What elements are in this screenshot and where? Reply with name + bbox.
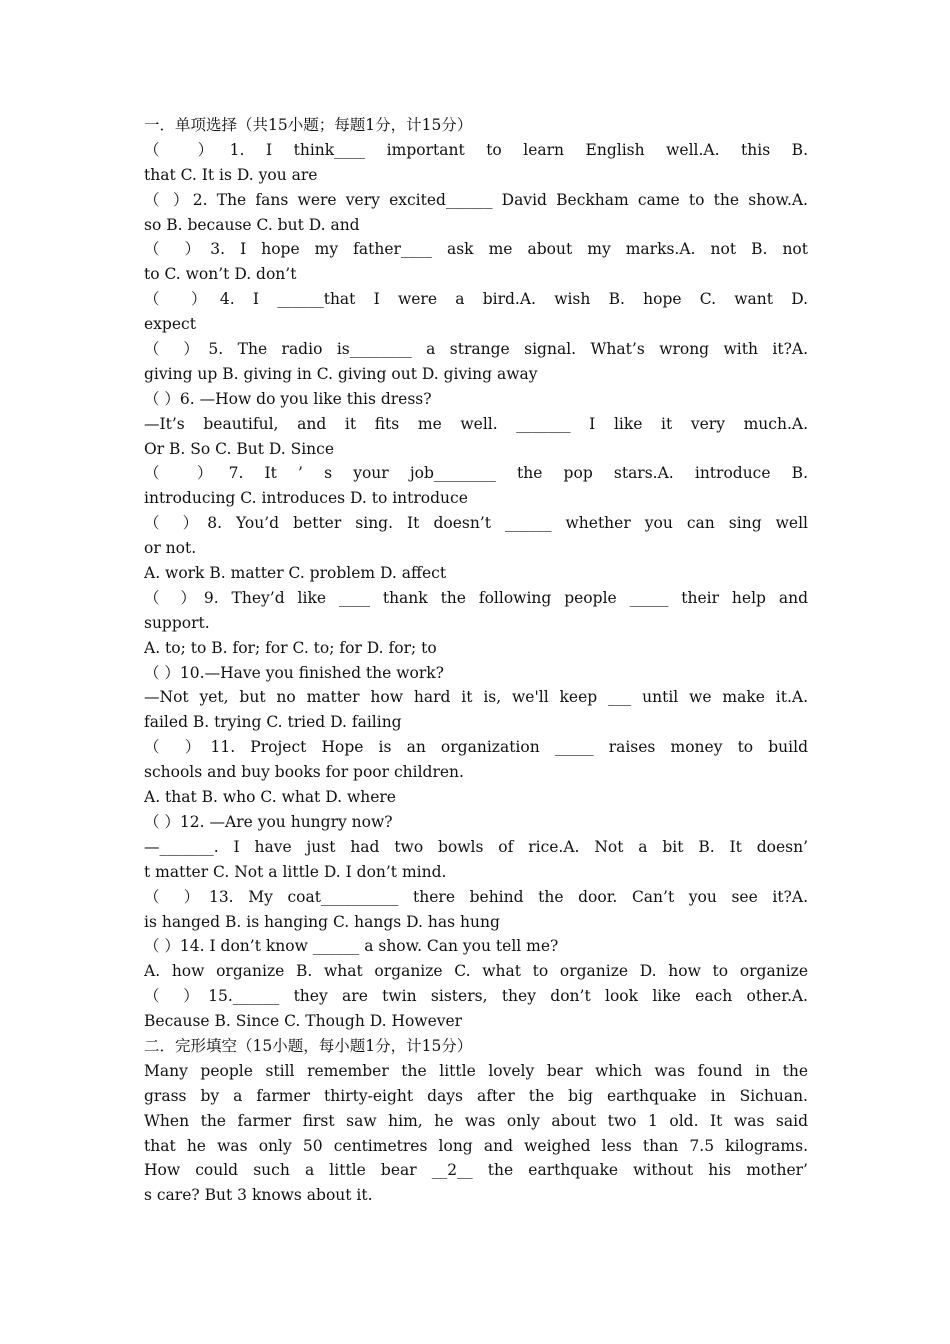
passage-line-1: Many people still remember the little lovely bear which was found in the — [144, 1061, 808, 1080]
question-11-line-2: schools and buy books for poor children. — [144, 763, 464, 782]
passage-line-3: When the farmer first saw him, he was only about two 1 old. It was said — [144, 1111, 808, 1130]
question-12-line-2: —_______. I have just had two bowls of rice.A. Not a bit B. It doesn’ — [144, 837, 808, 856]
question-14-line-1: （ ）14. I don’t know ______ a show. Can you tell me? — [144, 937, 559, 956]
question-4-line-1: （ ）4. I ______that I were a bird.A. wish B. hope C. want D. — [144, 290, 808, 309]
question-7-line-1: （ ）7. It ’ s your job________ the pop stars.A. introduce B. — [144, 464, 808, 483]
section-2-title: 二．完形填空（15小题，每小题1分，计15分） — [144, 1036, 473, 1055]
question-11-options: A. that B. who C. what D. where — [144, 788, 396, 807]
question-10-options: failed B. trying C. tried D. failing — [144, 713, 402, 732]
question-2-line-1: （ ）2. The fans were very excited______ David Beckham came to the show.A. — [144, 190, 808, 209]
question-6-line-2: —It’s beautiful, and it fits me well. _______ I like it very much.A. — [144, 414, 808, 433]
question-3-line-1: （ ）3. I hope my father____ ask me about my marks.A. not B. not — [144, 240, 808, 259]
passage-line-2: grass by a farmer thirty-eight days after the big earthquake in Sichuan. — [144, 1086, 808, 1105]
question-15-options: Because B. Since C. Though D. However — [144, 1012, 463, 1031]
question-8-line-1: （ ）8. You’d better sing. It doesn’t ______ whether you can sing well — [144, 514, 808, 533]
question-10-line-2: —Not yet, but no matter how hard it is, we'll keep ___ until we make it.A. — [144, 688, 808, 707]
question-12-options: t matter C. Not a little D. I don’t mind. — [144, 862, 447, 881]
question-8-options: A. work B. matter C. problem D. affect — [144, 564, 447, 583]
question-8-line-2: or not. — [144, 539, 197, 558]
question-5-line-1: （ ）5. The radio is________ a strange signal. What’s wrong with it?A. — [144, 340, 808, 359]
passage-line-4: that he was only 50 centimetres long and weighed less than 7.5 kilograms. — [144, 1136, 808, 1155]
question-3-options: to C. won’t D. don’t — [144, 265, 297, 284]
passage-line-5: How could such a little bear __2__ the earthquake without his mother’ — [144, 1161, 808, 1180]
question-13-line-1: （ ）13. My coat__________ there behind the door. Can’t you see it?A. — [144, 887, 808, 906]
question-4-options: expect — [144, 315, 196, 334]
question-2-options: so B. because C. but D. and — [144, 215, 360, 234]
question-6-options: Or B. So C. But D. Since — [144, 439, 334, 458]
question-12-line-1: （ ）12. —Are you hungry now? — [144, 812, 393, 831]
question-14-options: A. how organize B. what organize C. what to organize D. how to organize — [144, 962, 808, 981]
document-page — [144, 113, 808, 1208]
question-1-line-1: （ ）1. I think____ important to learn English well.A. this B. — [144, 140, 808, 159]
passage-line-6: s care? But 3 knows about it. — [144, 1186, 373, 1205]
question-9-options: A. to; to B. for; for C. to; for D. for; to — [144, 638, 437, 657]
question-9-line-2: support. — [144, 613, 210, 632]
question-13-options: is hanged B. is hanging C. hangs D. has hung — [144, 912, 500, 931]
section-1-title: 一．单项选择（共15小题；每题1分，计15分） — [144, 116, 473, 134]
question-11-line-1: （ ）11. Project Hope is an organization _____ raises money to build — [144, 738, 808, 757]
question-9-line-1: （ ）9. They’d like ____ thank the following people _____ their help and — [144, 588, 808, 607]
question-15-line-1: （ ）15.______ they are twin sisters, they don’t look like each other.A. — [144, 987, 808, 1006]
question-6-line-1: （ ）6. —How do you like this dress? — [144, 389, 432, 408]
question-7-options: introducing C. introduces D. to introduce — [144, 489, 468, 508]
question-5-options: giving up B. giving in C. giving out D. giving away — [144, 364, 538, 383]
question-10-line-1: （ ）10.—Have you finished the work? — [144, 663, 444, 682]
question-1-options: that C. It is D. you are — [144, 165, 318, 184]
